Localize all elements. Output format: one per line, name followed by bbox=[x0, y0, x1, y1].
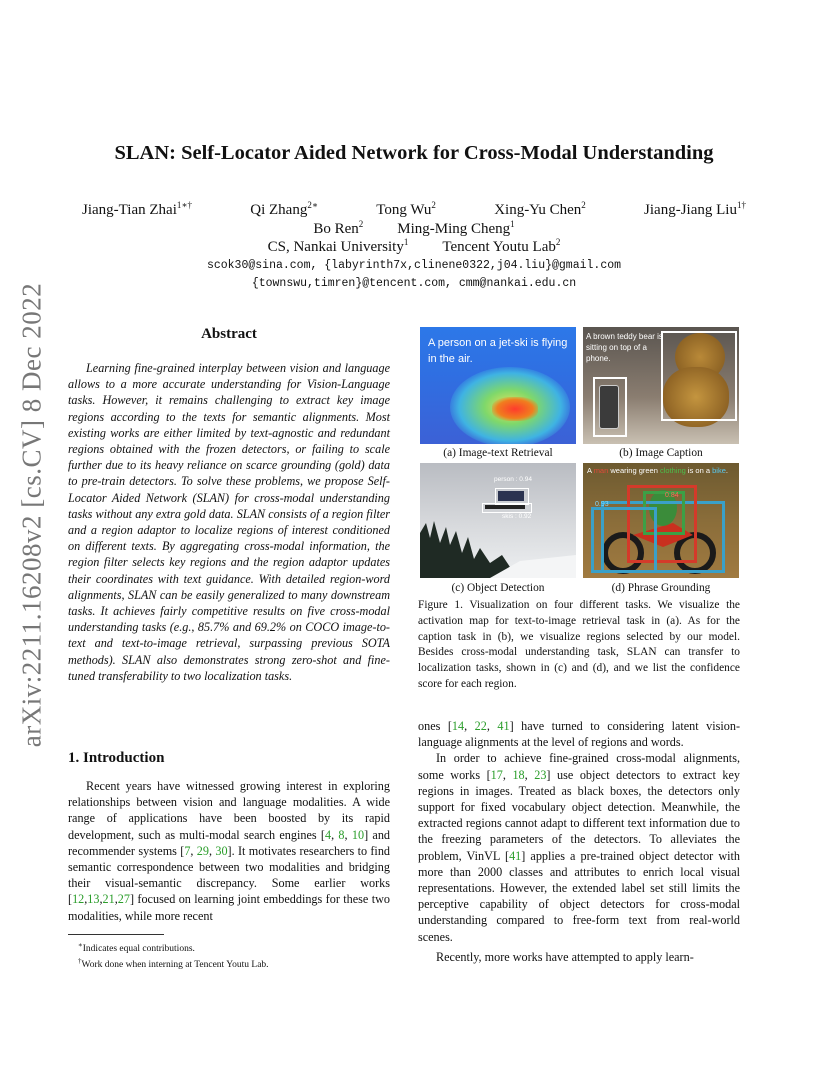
paper-title: SLAN: Self-Locator Aided Network for Cross-Modal Understanding bbox=[114, 142, 714, 164]
skis-box bbox=[482, 503, 532, 513]
citation-link[interactable]: 22 bbox=[474, 719, 487, 733]
author-3: Xing-Yu Chen$^2$ bbox=[494, 200, 586, 218]
figure-panel-c-image bbox=[420, 463, 576, 578]
text-run: ]. It motivates researchers to find semantic correspondence between two modalities and bridging their visual-semantic discrepancy. Some earlier works [ bbox=[68, 843, 391, 907]
citation-link[interactable]: 21 bbox=[102, 892, 115, 907]
text-run: ] focused on learning joint embeddings for these two modalities, while more recent bbox=[68, 892, 390, 923]
citation-link[interactable]: 30 bbox=[215, 843, 228, 858]
text-run: ] and recommender systems [ bbox=[68, 827, 391, 858]
citation-link[interactable]: 41 bbox=[497, 719, 510, 733]
skis-label: skis : 0.92 bbox=[502, 513, 532, 520]
right-paragraph-3: Recently, more works have attempted to apply learn- bbox=[436, 949, 694, 964]
panel-b-caption-text: A brown teddy bear is sitting on top of a phone. bbox=[586, 332, 663, 363]
figure-caption-b: (b) Image Caption bbox=[619, 447, 703, 459]
text-run: , bbox=[464, 719, 475, 733]
bear-region-box bbox=[661, 331, 737, 421]
footnote-symbol: † bbox=[78, 957, 82, 966]
affiliation-0: CS, Nankai University$^1$ bbox=[267, 237, 409, 255]
figure-caption-d: (d) Phrase Grounding bbox=[611, 582, 711, 594]
panel-d-text-period: . bbox=[725, 466, 728, 475]
figure-panel-b-image bbox=[583, 327, 739, 444]
text-run: Recent years have witnessed growing interest in exploring relationships between vision and language modalities. A wide range of applications have been boosted by its rapid development, such as multi-modal search engines [ bbox=[68, 779, 390, 842]
author-line2-sup: 1 bbox=[510, 219, 515, 229]
text-run: , bbox=[331, 827, 339, 842]
author-line2-1: Ming-Ming Cheng$^1$ bbox=[397, 219, 515, 237]
text-run: , bbox=[486, 719, 498, 733]
author-0: Jiang-Tian Zhai$^{1∗\dagger}$ bbox=[82, 200, 192, 218]
intro-paragraph-1 bbox=[68, 778, 390, 924]
citation-link[interactable]: 4 bbox=[324, 827, 332, 842]
citation-link[interactable]: 8 bbox=[338, 827, 345, 842]
text-run: , bbox=[344, 827, 352, 842]
right-column-text bbox=[418, 718, 740, 965]
abstract-heading: Abstract bbox=[201, 326, 257, 342]
intro-heading bbox=[68, 750, 164, 767]
text-run: , bbox=[502, 767, 513, 782]
panel-d-word-clothing: clothing bbox=[659, 466, 686, 475]
citation-link[interactable]: 27 bbox=[117, 892, 130, 907]
text-run: , bbox=[99, 892, 103, 907]
abstract-body bbox=[68, 360, 390, 684]
citation-link[interactable]: 41 bbox=[509, 848, 522, 863]
footnotes bbox=[68, 939, 390, 971]
text-run: , bbox=[190, 843, 197, 858]
affiliation-1: Tencent Youtu Lab$^2$ bbox=[442, 237, 561, 255]
text-run: ] have turned to considering latent vision-language alignments at the level of regions and words. bbox=[418, 719, 741, 750]
citation-link[interactable]: 14 bbox=[451, 719, 465, 733]
right-paragraph-1 bbox=[418, 718, 740, 750]
figure-caption-a: (a) Image-text Retrieval bbox=[443, 447, 553, 459]
citation-link[interactable]: 29 bbox=[196, 843, 209, 858]
author-line2-0: Bo Ren$^2$ bbox=[313, 219, 364, 237]
figure-panel-a-image bbox=[420, 327, 576, 444]
abstract-text: Learning fine-grained interplay between vision and language allows to a more accurate understanding for Vision-Language tasks. However, it remains challenging to extract key image regions according to the texts for semantic alignments. Most existing works are either limited by text-agnostic and redundant regions obtained with the frozen detectors, or failing to scale further due to its heavy reliance on scarce grounding (gold) data to pre-train detectors. To solve these problems, we propose Self-Locator Aided Network (SLAN) for cross-modal understanding tasks without any extra gold data. SLAN consists of a region filter and a region adaptor to localize regions of interest conditioned on different texts. By aggregating cross-modal information, the region filter selects key regions and the region adaptor updates their coordinates with text guidance. With detailed region-word alignments, SLAN can be easily generalized to many downstream tasks. It achieves fairly competitive results on five cross-modal understanding tasks (e.g., 85.7% and 69.2% on COCO image-to-text and text-to-image retrieval, surpassing previous SOTA methods). SLAN also demonstrates strong zero-shot and fine-tuned transferability to two localization tasks. bbox=[68, 361, 390, 683]
text-run: ones [ bbox=[418, 719, 452, 733]
panel-d-word-bike: bike bbox=[712, 466, 726, 475]
author-sup: 2 bbox=[581, 200, 586, 210]
citation-link[interactable]: 7 bbox=[184, 843, 191, 858]
text-run: , bbox=[84, 892, 88, 907]
activation-hotspot bbox=[492, 397, 538, 421]
intro-heading-text: 1. Introduction bbox=[68, 750, 165, 766]
author-2: Tong Wu$^2$ bbox=[376, 200, 436, 218]
panel-a-caption-text: A person on a jet-ski is flying in the air. bbox=[428, 337, 568, 365]
citation-link[interactable]: 12 bbox=[72, 892, 85, 907]
bike-score: 0.93 bbox=[595, 501, 609, 508]
author-sup: 2 bbox=[431, 200, 436, 210]
author-sup: 1† bbox=[736, 200, 746, 210]
author-sup: 1∗† bbox=[176, 200, 192, 210]
author-4: Jiang-Jiang Liu$^{1\dagger}$ bbox=[644, 200, 746, 218]
panel-d-text-on: is on a bbox=[685, 466, 713, 475]
text-run: ] use object detectors to extract key regions in images. Treated as black boxes, the detectors only support for fixed vocabulary object detection. Meanwhile, the extracted regions cannot adapt to different text information due to the freezing parameters of the detectors. To alleviates the problem, VinVL [ bbox=[418, 767, 740, 863]
author-line2-sup: 2 bbox=[358, 219, 364, 229]
bike-box-2 bbox=[591, 507, 657, 573]
emails-line-1: scok30@sina.com, {labyrinth7x,clinene0322,j04.liu}@gmail.com bbox=[206, 259, 622, 272]
figure-1-caption: Figure 1. Visualization on four different tasks. We visualize the activation map for text-to-image retrieval task in (a). As for the caption task in (b), we visualize regions selected by our model. Besides cross-modal understanding task, SLAN can transfer to localization tasks, shown in (c) and (d), and we list the confidence score for each region. bbox=[418, 599, 740, 690]
footnote-rule bbox=[68, 934, 164, 935]
phone-region-box bbox=[593, 377, 627, 437]
citation-link[interactable]: 17 bbox=[490, 767, 503, 782]
text-run: In order to achieve fine-grained cross-modal alignments, some works [ bbox=[418, 751, 740, 782]
affiliation-sup: 2 bbox=[555, 237, 561, 247]
affiliation-sup: 1 bbox=[403, 237, 409, 247]
arxiv-identifier bbox=[12, 250, 52, 780]
person-label: person : 0.94 bbox=[494, 476, 532, 483]
text-run: , bbox=[208, 843, 216, 858]
panel-d-text-wearing: wearing green bbox=[608, 466, 660, 475]
man-score: 0.84 bbox=[665, 492, 679, 499]
author-sup: 2∗ bbox=[307, 200, 318, 210]
panel-d-word-man: man bbox=[593, 466, 609, 475]
affiliations bbox=[60, 233, 768, 257]
arxiv-identifier-text: arXiv:2211.16208v2 [cs.CV] 8 Dec 2022 bbox=[16, 282, 47, 748]
citation-link[interactable]: 18 bbox=[512, 767, 525, 782]
panel-d-caption-text bbox=[587, 466, 737, 475]
text-run: , bbox=[524, 767, 535, 782]
footnote-1: †Work done when interning at Tencent Youtu Lab. bbox=[78, 957, 269, 971]
figure-caption-c: (c) Object Detection bbox=[451, 582, 545, 594]
citation-link[interactable]: 13 bbox=[87, 892, 100, 907]
panel-d-text-a: A bbox=[587, 466, 594, 475]
citation-link[interactable]: 10 bbox=[351, 827, 365, 842]
citation-link[interactable]: 23 bbox=[534, 767, 547, 782]
author-1: Qi Zhang$^{2∗}$ bbox=[250, 200, 318, 218]
intro-paragraph-1-text bbox=[68, 778, 390, 924]
right-paragraph-2 bbox=[418, 750, 740, 944]
text-run: , bbox=[114, 892, 118, 907]
text-run: ] applies a pre-trained object detector with more than 2000 classes and attributes to enrich local visual representations. However, the extended label set still limits the perceptive capability of object detectors for cross-modal understanding compared to free-form text from real-world scenes. bbox=[418, 848, 741, 944]
emails-line-2: {townswu,timren}@tencent.com, cmm@nankai.edu.cn bbox=[251, 277, 577, 290]
footnote-0: ∗Indicates equal contributions. bbox=[78, 941, 195, 955]
figure-panel-d-image bbox=[583, 463, 739, 578]
footnote-symbol: ∗ bbox=[78, 941, 83, 949]
